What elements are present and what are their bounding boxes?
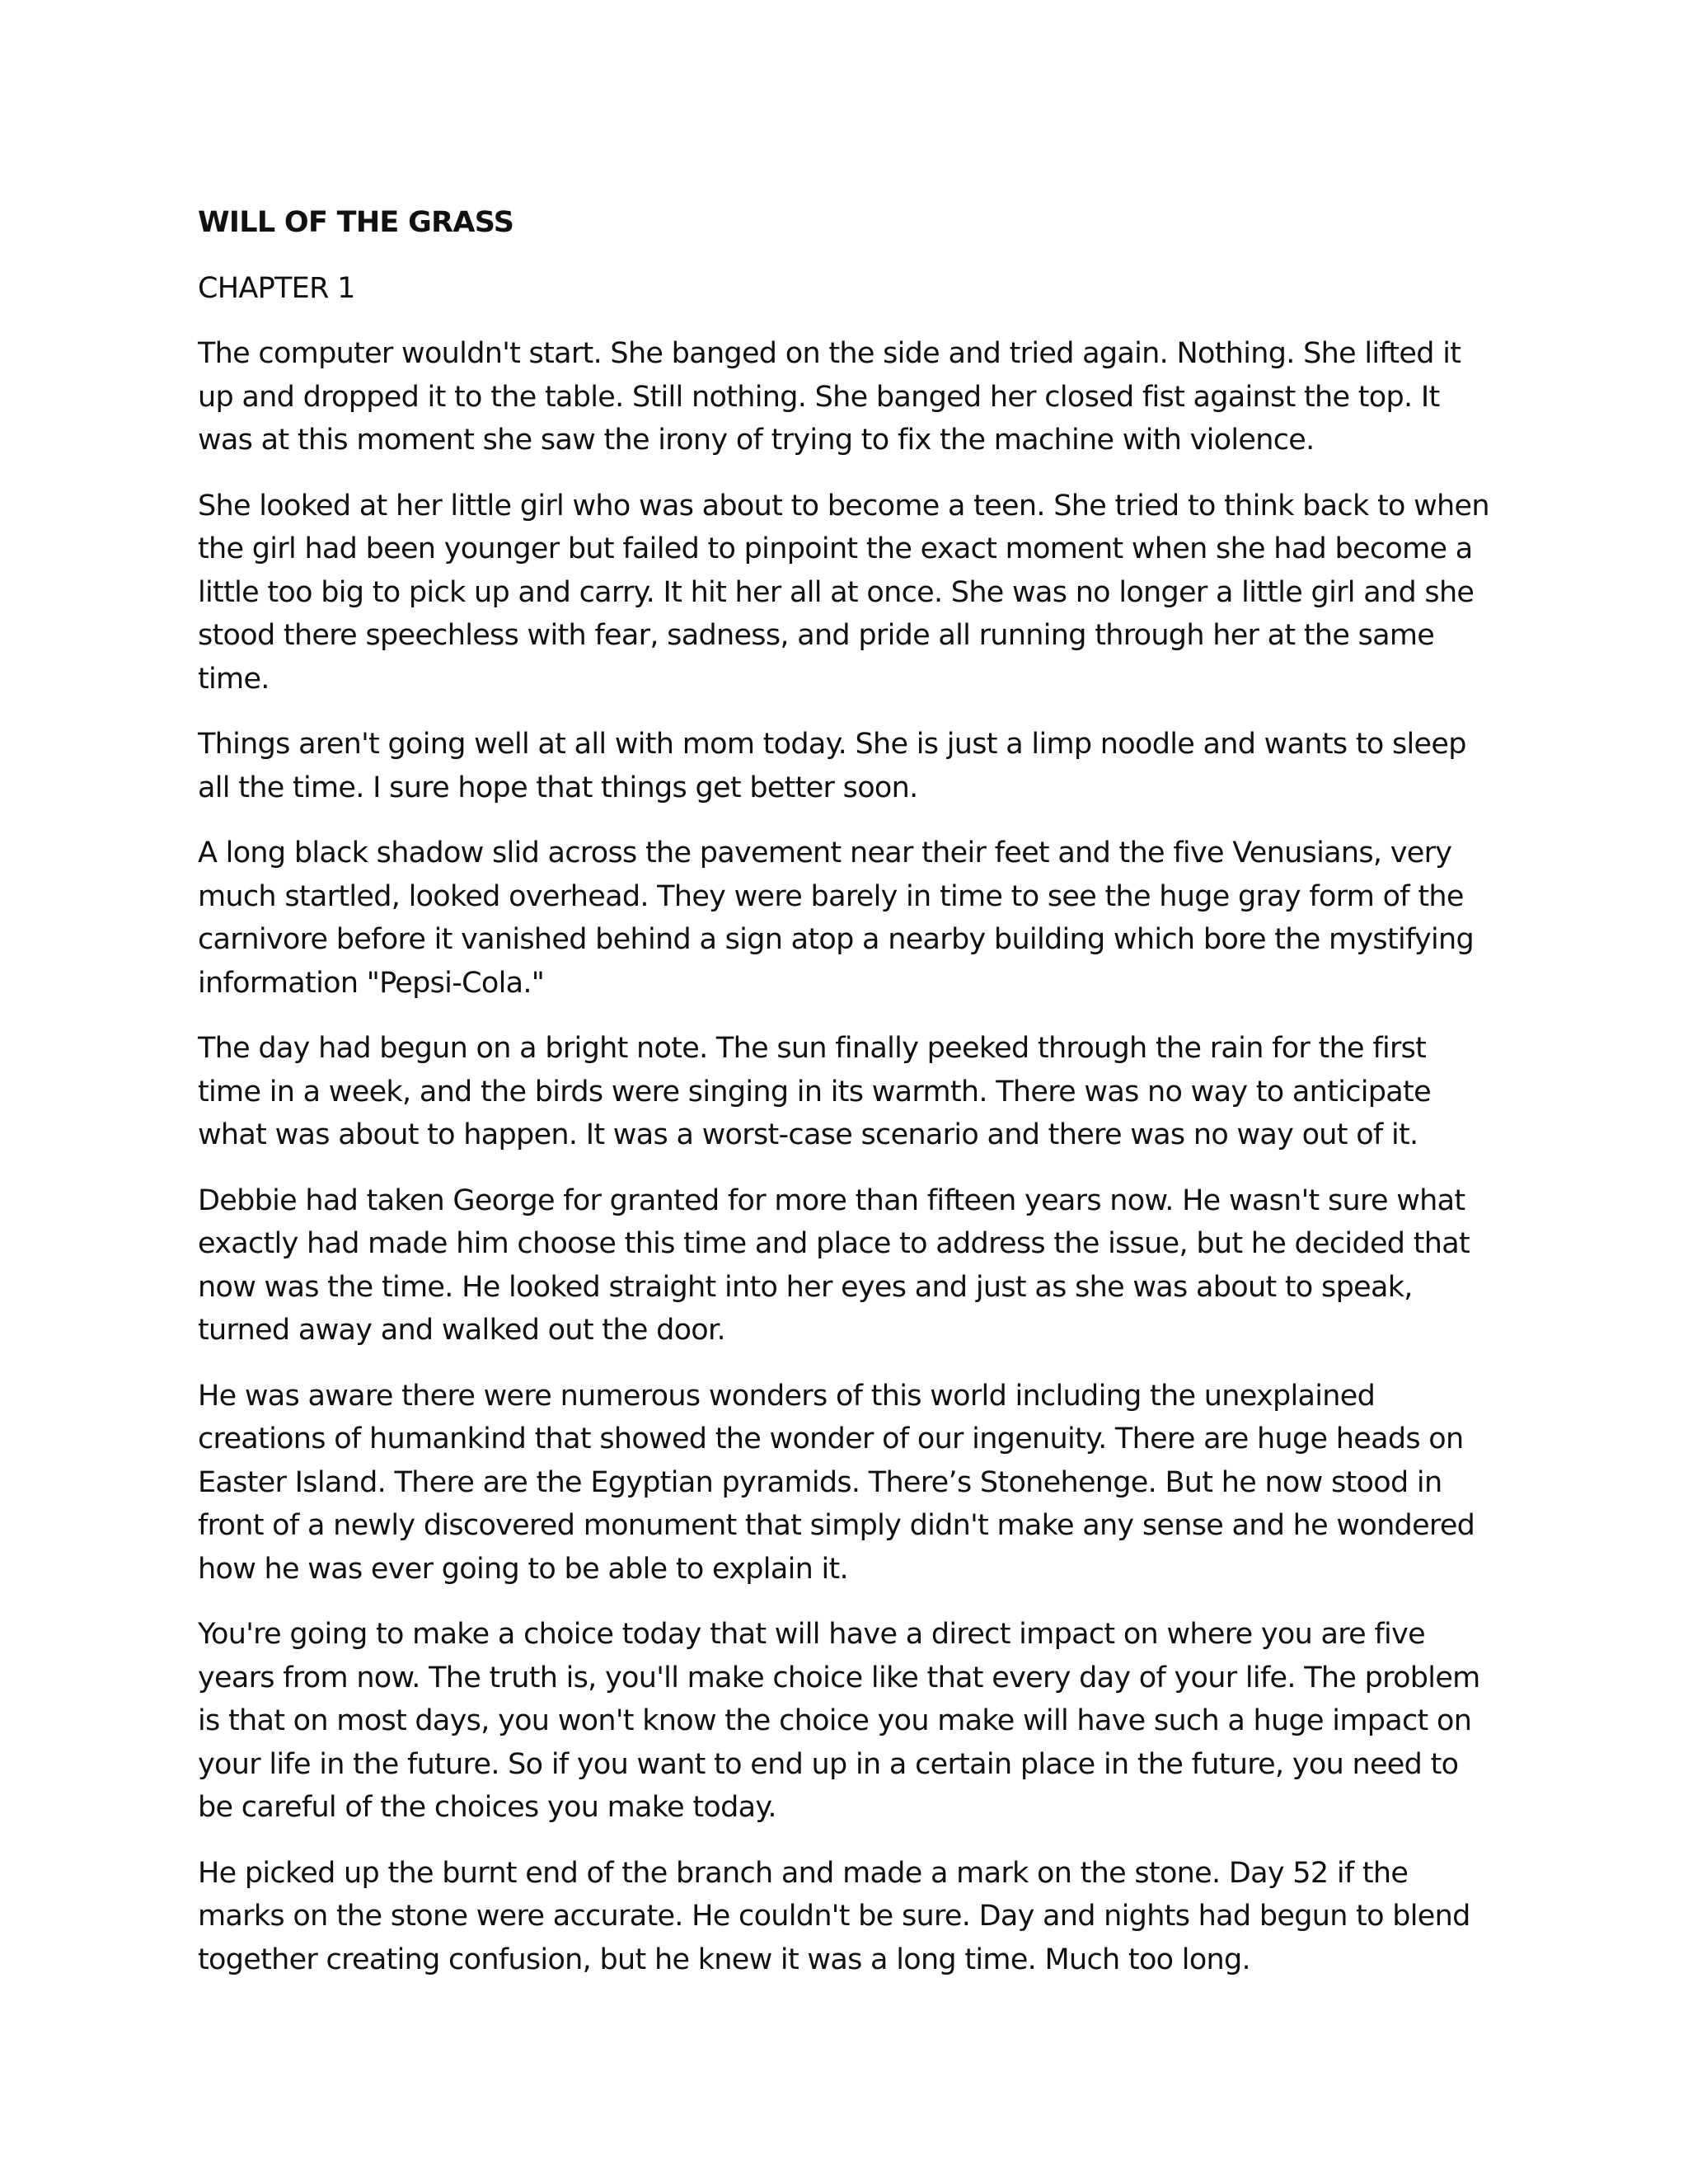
document-title: WILL OF THE GRASS xyxy=(198,206,514,239)
paragraph-2: She looked at her little girl who was about to become a teen. She tried to think back to when the girl had been younger but failed to pinpoint the exact moment when she had become a little too big to pick up and carry. It hit her all at once. She was no longer a little girl and she stood there speechless with fear, sadness, and pride all running through her at the same time. xyxy=(198,489,1489,696)
paragraph-8: You're going to make a choice today that will have a direct impact on where you are five years from now. The truth is, you'll make choice like that every day of your life. The problem is that on most days, you won't know the choice you make will have such a huge impact on your life in the future. So if you want to end up in a certain place in the future, you need to be careful of the choices you make today. xyxy=(198,1618,1480,1824)
document-body xyxy=(198,201,1496,2004)
paragraph-3: Things aren't going well at all with mom today. She is just a limp noodle and wants to sleep all the time. I sure hope that things get better soon. xyxy=(198,728,1466,804)
paragraph-9: He picked up the burnt end of the branch and made a mark on the stone. Day 52 if the marks on the stone were accurate. He couldn't be sure. Day and nights had begun to blend together creating confusion, but he knew it was a long time. Much too long. xyxy=(198,1856,1470,1976)
paragraph-5: The day had begun on a bright note. The sun finally peeked through the rain for the first time in a week, and the birds were singing in its warmth. There was no way to anticipate what was about to happen. It was a worst-case scenario and there was no way out of it. xyxy=(198,1032,1431,1151)
paragraph-6: Debbie had taken George for granted for more than fifteen years now. He wasn't sure what exactly had made him choose this time and place to address the issue, but he decided that now was the time. He looked straight into her eyes and just as she was about to speak, turned away and walked out the door. xyxy=(198,1183,1470,1347)
paragraph-1: The computer wouldn't start. She banged on the side and tried again. Nothing. She lifted it up and dropped it to the table. Still nothing. She banged her closed fist against the top. It was at this moment she saw the irony of trying to fix the machine with violence. xyxy=(198,337,1461,457)
paragraph-4: A long black shadow slid across the pavement near their feet and the five Venusians, very much startled, looked overhead. They were barely in time to see the huge gray form of the carnivore before it vanished behind a sign atop a nearby building which bore the mystifying information "Pepsi-Cola." xyxy=(198,837,1475,1000)
chapter-heading: CHAPTER 1 xyxy=(198,271,355,305)
paragraph-7: He was aware there were numerous wonders of this world including the unexplained creations of humankind that showed the wonder of our ingenuity. There are huge heads on Easter Island. There are the Egyptian pyramids. There’s Stonehenge. But he now stood in front of a newly discovered monument that simply didn't make any sense and he wondered how he was ever going to be able to explain it. xyxy=(198,1379,1475,1586)
